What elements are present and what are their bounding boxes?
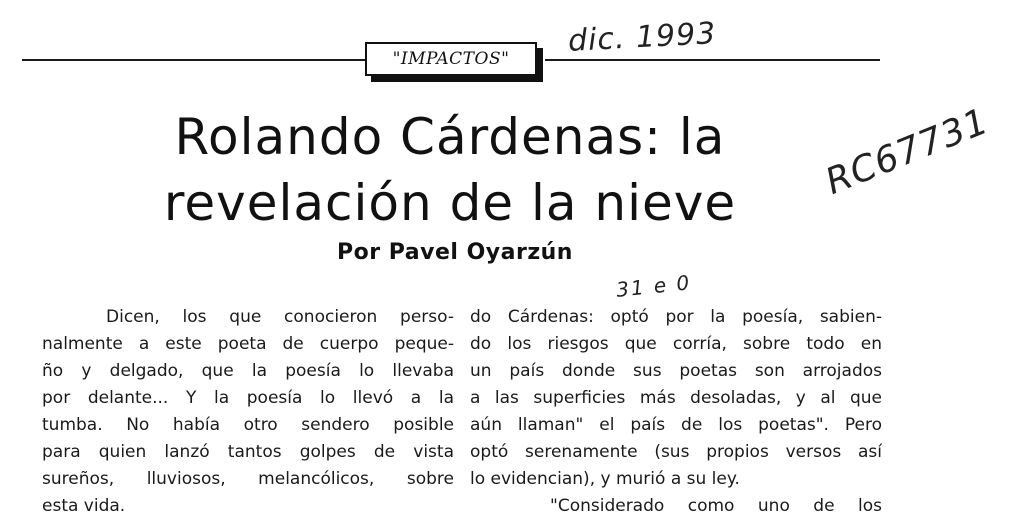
text-line: por delante... Y la poesía lo llevó a la [42, 388, 454, 408]
handwritten-date: dic. 1993 [567, 16, 718, 59]
text-line: do Cárdenas: optó por la poesía, sabien- [470, 307, 882, 327]
article-byline: Por Pavel Oyarzún [337, 240, 573, 265]
article-title-line-1: Rolando Cárdenas: la [174, 108, 726, 166]
text-line: aún llaman" el país de los poetas". Pero [470, 415, 882, 435]
text-line: esta vida. [42, 496, 126, 516]
text-line: a las superficies más desoladas, y al que [470, 388, 882, 408]
text-line: nalmente a este poeta de cuerpo peque- [42, 334, 454, 354]
header-rule-right [545, 59, 880, 61]
handwritten-note: 31 e 0 [614, 270, 693, 302]
text-line: tumba. No había otro sendero posible [42, 415, 454, 435]
header-rule-left [22, 59, 365, 61]
text-line: optó serenamente (sus propios versos así [470, 442, 882, 462]
article-title [100, 104, 800, 236]
text-line: un país donde sus poetas son arrojados [470, 361, 882, 381]
text-line: sureños, lluviosos, melancólicos, sobre [42, 469, 454, 489]
text-line: lo evidencian), y murió a su ley. [470, 469, 740, 489]
text-line: do los riesgos que corría, sobre todo en [470, 334, 882, 354]
text-line: Dicen, los que conocieron perso- [106, 307, 454, 327]
text-line: "Considerado como uno de los [550, 496, 882, 516]
article-column-right [470, 304, 882, 520]
text-line: ño y delgado, que la poesía lo llevaba [42, 361, 454, 381]
article-column-left [42, 304, 454, 520]
text-line: para quien lanzó tantos golpes de vista [42, 442, 454, 462]
article-title-line-2: revelación de la nieve [163, 174, 737, 232]
handwritten-catalog-id: RC67731 [820, 100, 995, 204]
section-label: "IMPACTOS" [365, 42, 537, 76]
